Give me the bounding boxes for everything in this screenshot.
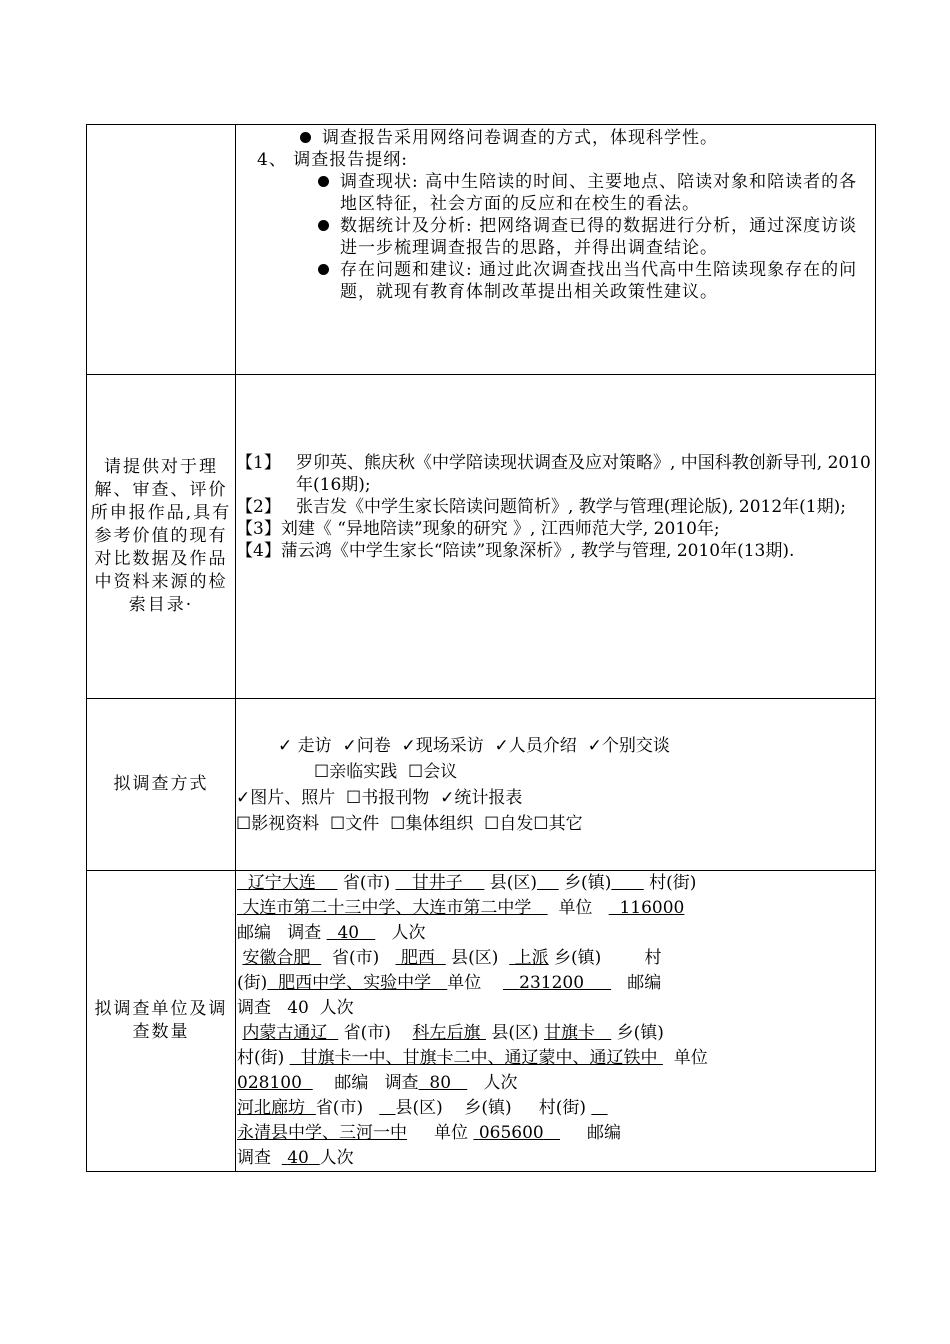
plan-row <box>87 125 876 375</box>
unit-line <box>237 871 874 896</box>
field-word: 调查 <box>237 1148 271 1168</box>
unit-county: 肥西 <box>400 948 435 968</box>
method-label: 拟调查方式 <box>87 699 236 871</box>
unit-line <box>237 1096 874 1121</box>
reference-item <box>236 496 873 518</box>
method-options-line: ✓ 走访 ✓问卷 ✓现场采访 ✓人员介绍 ✓个别交谈 <box>278 736 670 756</box>
unit-postcode: 116000 <box>619 898 685 918</box>
reference-key: 【3】 <box>236 519 281 539</box>
field-word: 邮编 <box>587 1123 621 1143</box>
unit-line <box>237 1021 874 1046</box>
field-word: 乡(镇) <box>616 1023 664 1043</box>
field-word: 省(市) <box>315 1098 364 1118</box>
unit-county: 甘井子 <box>411 873 463 893</box>
unit-province: 河北廊坊 <box>237 1098 305 1118</box>
unit-line <box>237 896 874 921</box>
field-word: 村(街) <box>649 873 697 893</box>
bullet-text: 存在问题和建议: 通过此次调查找出当代高中生陪读现象存在的问题，就现有教育体制改革提出相关政策性建议。 <box>340 260 858 302</box>
reference-item <box>236 452 873 496</box>
unit-province: 内蒙古通辽 <box>242 1023 328 1043</box>
unit-postcode: 028100 <box>237 1073 302 1093</box>
field-word: 单位 <box>447 973 482 993</box>
bullet-item <box>312 171 873 215</box>
field-word: 人次 <box>483 1073 518 1093</box>
references-cell <box>236 375 876 699</box>
unit-postcode: 231200 <box>519 973 585 993</box>
references-row <box>87 375 876 699</box>
bullet-dot-icon <box>300 132 311 143</box>
references-label: 请提供对于理解、审查、评价所申报作品,具有参考价值的现有对比数据及作品中资料来源的检索目录· <box>87 375 236 699</box>
bullet-dot-icon <box>318 264 329 275</box>
unit-town: 甘旗卡 <box>544 1023 595 1043</box>
field-word: 单位 <box>558 898 593 918</box>
plan-label-cell <box>87 125 236 375</box>
outline-heading: 4、 调查报告提纲: <box>257 150 408 170</box>
field-word: 人次 <box>391 923 426 943</box>
field-word: 单位 <box>673 1048 708 1068</box>
unit-line <box>237 996 874 1021</box>
field-word: 调查 <box>287 923 322 943</box>
unit-school: 大连市第二十三中学、大连市第二中学 <box>242 898 532 918</box>
field-word: 单位 <box>434 1123 469 1143</box>
bullet-text: 调查报告采用网络问卷调查的方式，体现科学性。 <box>322 128 718 148</box>
field-word: 乡(镇) <box>564 873 612 893</box>
unit-line: 安徽合肥 省(市) 肥西 县(区) 上派 乡(镇) 村 <box>242 948 662 968</box>
field-word: 县(区) <box>451 948 499 968</box>
reference-key: 【1】 <box>236 453 281 473</box>
reference-item <box>236 540 873 562</box>
unit-count: 40 <box>337 923 360 943</box>
field-word: 调查 <box>237 998 271 1018</box>
reference-key: 【4】 <box>236 541 281 561</box>
field-word: 人次 <box>319 998 354 1018</box>
units-row <box>87 871 876 1172</box>
method-options-line: ☐亲临实践 ☐会议 <box>314 762 458 782</box>
unit-school: 永清县中学、三河一中 <box>237 1123 407 1143</box>
unit-province: 辽宁大连 <box>247 873 316 893</box>
unit-count: 80 <box>429 1073 452 1093</box>
field-word: 县(区) <box>491 1023 539 1043</box>
application-form-table <box>86 124 876 1172</box>
unit-count: 40 <box>287 998 309 1018</box>
reference-text: 张吉发《中学生家长陪读问题简析》, 教学与管理(理论版), 2012年(1期); <box>296 497 846 517</box>
unit-line <box>237 1121 874 1146</box>
unit-count: 40 <box>287 1148 309 1168</box>
field-word: 村(街) <box>237 1048 285 1068</box>
field-word: 省(市) <box>332 948 380 968</box>
field-word: 邮编 <box>627 973 662 993</box>
field-word: 县(区) <box>489 873 538 893</box>
unit-line: (街) 肥西中学、实验中学 单位 231200 邮编 <box>237 973 662 993</box>
bullet-dot-icon <box>318 220 329 231</box>
unit-line <box>237 1046 874 1071</box>
units-cell <box>236 871 876 1172</box>
reference-text: 蒲云鸿《中学生家长“陪读”现象深析》, 教学与管理, 2010年(13期). <box>280 541 795 561</box>
reference-text: 罗卯英、熊庆秋《中学陪读现状调查及应对策略》, 中国科教创新导刊, 2010年(16期); <box>296 453 871 495</box>
field-word: 邮编 <box>237 923 271 943</box>
field-word: 省(市) <box>343 1023 391 1043</box>
method-cell <box>236 699 876 871</box>
unit-school: 甘旗卡一中、甘旗卡二中、通辽蒙中、通辽铁中 <box>300 1048 658 1068</box>
bullet-item <box>312 215 873 259</box>
reference-text: 刘建《 “异地陪读”现象的研究 》, 江西师范大学, 2010年; <box>280 519 720 539</box>
bullet-dot-icon <box>318 176 329 187</box>
unit-province: 安徽合肥 <box>242 948 311 968</box>
method-options-line: ☐影视资料 ☐文件 ☐集体组织 ☐自发☐其它 <box>236 814 583 834</box>
unit-line <box>237 1071 874 1096</box>
reference-key: 【2】 <box>236 497 281 517</box>
method-row <box>87 699 876 871</box>
field-word: 人次 <box>319 1148 354 1168</box>
bullet-text: 数据统计及分析: 把网络调查已得的数据进行分析，通过深度访谈进一步梳理调查报告的思路，并得出调查结论。 <box>340 216 858 258</box>
field-word: 邮编 <box>334 1073 369 1093</box>
field-word: 调查 <box>384 1073 419 1093</box>
field-word: 乡(镇) <box>554 948 602 968</box>
reference-item <box>236 518 873 540</box>
plan-content-cell <box>236 125 876 375</box>
field-word: 县(区) <box>395 1098 443 1118</box>
unit-school: 肥西中学、实验中学 <box>278 973 432 993</box>
field-word: 乡(镇) <box>464 1098 512 1118</box>
field-word: 省(市) <box>342 873 391 893</box>
unit-county: 科左后旗 <box>412 1023 481 1043</box>
method-options-line: ✓图片、照片 ☐书报刊物 ✓统计报表 <box>236 788 523 808</box>
unit-postcode: 065600 <box>478 1123 544 1143</box>
bullet-text: 调查现状: 高中生陪读的时间、主要地点、陪读对象和陪读者的各地区特征，社会方面的反应和在校生的看法。 <box>340 172 858 214</box>
units-label: 拟调查单位及调查数量 <box>87 871 236 1172</box>
unit-line <box>237 921 874 946</box>
field-word: 村(街) <box>538 1098 586 1118</box>
unit-line <box>237 1146 874 1171</box>
bullet-item <box>312 259 873 303</box>
unit-town: 上派 <box>514 948 549 968</box>
bullet-item <box>294 127 873 149</box>
